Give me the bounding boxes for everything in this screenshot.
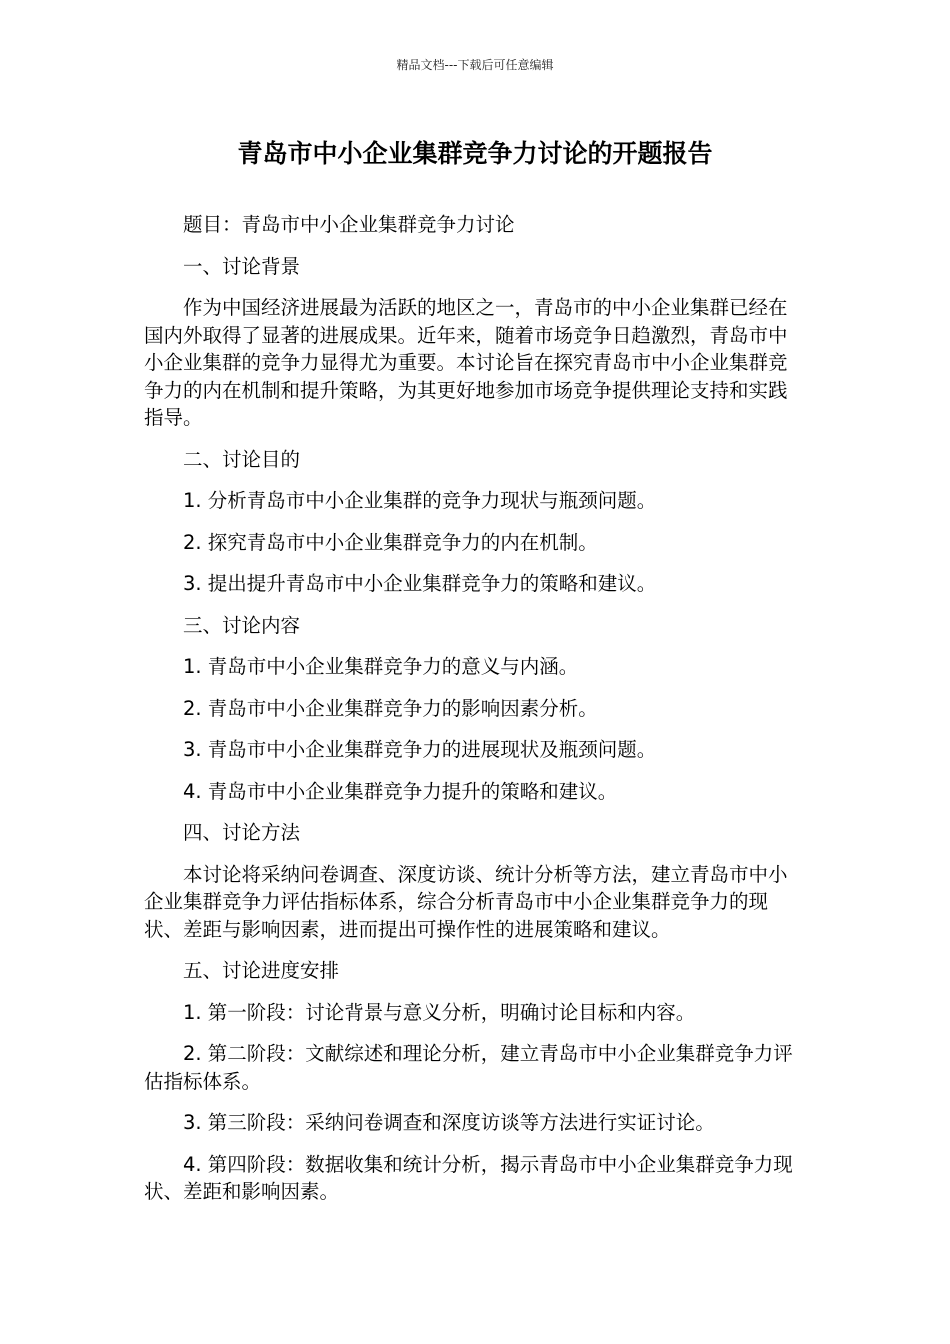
schedule-item: 4. 第四阶段：数据收集和统计分析，揭示青岛市中小企业集群竞争力现状、差距和影响因素。 <box>144 1152 793 1203</box>
section-heading-schedule: 五、讨论进度安排 <box>183 959 340 982</box>
content-item: 4. 青岛市中小企业集群竞争力提升的策略和建议。 <box>183 779 618 803</box>
schedule-item: 1. 第一阶段：讨论背景与意义分析，明确讨论目标和内容。 <box>183 1000 696 1024</box>
content-item: 1. 青岛市中小企业集群竞争力的意义与内涵。 <box>183 655 579 678</box>
document-title: 青岛市中小企业集群竞争力讨论的开题报告 <box>237 139 713 168</box>
purpose-item: 2. 探究青岛市中小企业集群竞争力的内在机制。 <box>183 530 598 554</box>
method-paragraph: 本讨论将采纳问卷调查、深度访谈、统计分析等方法，建立青岛市中小企业集群竞争力评估指标体系，综合分析青岛市中小企业集群竞争力的现状、差距与影响因素，进而提出可操作性的进展策略和建议。 <box>144 862 788 941</box>
section-heading-purpose: 二、讨论目的 <box>183 447 301 471</box>
content-item: 2. 青岛市中小企业集群竞争力的影响因素分析。 <box>183 696 598 720</box>
schedule-item: 2. 第二阶段：文献综述和理论分析，建立青岛市中小企业集群竞争力评估指标体系。 <box>144 1042 793 1093</box>
section-heading-content: 三、讨论内容 <box>183 613 301 637</box>
section-heading-method: 四、讨论方法 <box>183 821 301 844</box>
purpose-item: 1. 分析青岛市中小企业集群的竞争力现状与瓶颈问题。 <box>183 489 657 512</box>
purpose-item: 3. 提出提升青岛市中小企业集群竞争力的策略和建议。 <box>183 572 657 595</box>
content-item: 3. 青岛市中小企业集群竞争力的进展现状及瓶颈问题。 <box>183 738 657 761</box>
header-note: 精品文档---下载后可任意编辑 <box>396 58 554 72</box>
schedule-item: 3. 第三阶段：采纳问卷调查和深度访谈等方法进行实证讨论。 <box>183 1111 715 1134</box>
document-body <box>144 211 798 1220</box>
background-paragraph: 作为中国经济进展最为活跃的地区之一，青岛市的中小企业集群已经在国内外取得了显著的进展成果。近年来，随着市场竞争日趋激烈，青岛市中小企业集群的竞争力显得尤为重要。本讨论旨在探究青岛市中小企业集群竞争力的内在机制和提升策略，为其更好地参加市场竞争提供理论支持和实践指导。 <box>144 296 788 429</box>
topic-line: 题目：青岛市中小企业集群竞争力讨论 <box>183 213 515 236</box>
section-heading-background: 一、讨论背景 <box>183 254 301 278</box>
